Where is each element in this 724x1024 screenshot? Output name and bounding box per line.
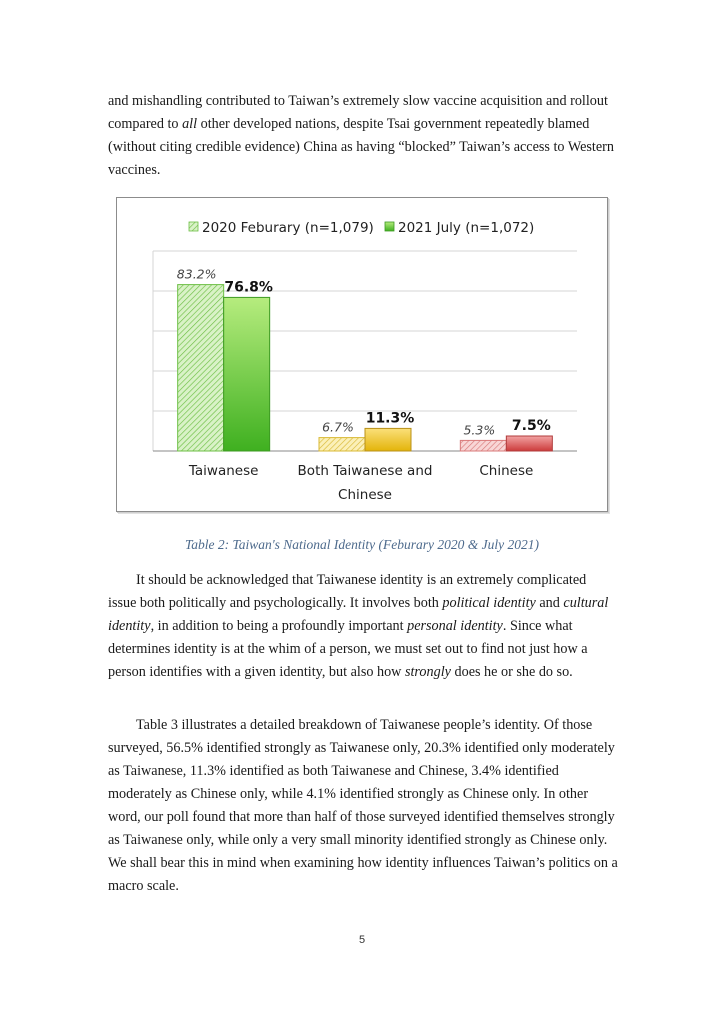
bar-2-1: [224, 297, 270, 451]
legend-swatch-2: [385, 222, 394, 231]
category-label-2: Chinese: [338, 487, 392, 503]
bar-1-3: [460, 440, 506, 451]
text-run: It should be acknowledged that Taiwanese identity is an extremely complicated issue both politically and psychologically. It involves both: [108, 572, 587, 611]
text-run: and mishandling contributed to Taiwan’s extremely slow vaccine acquisition and rollout compared to: [108, 93, 608, 132]
category-label-3: Chinese: [479, 463, 534, 479]
data-label-2-2: 11.3%: [365, 410, 415, 427]
body-paragraph-2: [108, 569, 618, 684]
text-run: and: [535, 595, 564, 611]
emphasis-text: personal identity: [407, 618, 503, 634]
emphasis-text: political identity: [442, 595, 536, 611]
legend-swatch-1: [189, 222, 198, 231]
legend-label-1: 2020 Feburary (n=1,079): [202, 220, 374, 236]
category-label-2: Both Taiwanese and: [297, 463, 433, 479]
page-number: 5: [358, 934, 366, 946]
emphasis-text: cultural identity: [108, 595, 609, 634]
emphasis-text: all: [182, 116, 198, 132]
data-label-1-1: 83.2%: [176, 266, 217, 282]
text-run: other developed nations, despite Tsai government repeatedly blamed (without citing credible evidence) China as having “blocked” Taiwan’s access to Western vaccines.: [108, 116, 614, 178]
bar-2-2: [365, 428, 411, 451]
emphasis-text: strongly: [404, 664, 451, 680]
data-label-2-3: 7.5%: [511, 418, 551, 434]
text-run: does he or she do so.: [450, 664, 573, 680]
identity-bar-chart: [116, 197, 608, 512]
body-paragraph-1: [108, 90, 618, 182]
data-label-1-3: 5.3%: [463, 422, 496, 438]
bar-1-2: [319, 438, 365, 451]
data-label-1-2: 6.7%: [322, 419, 354, 435]
text-run: , in addition to being a profoundly important: [150, 618, 408, 634]
category-label-1: Taiwanese: [188, 463, 259, 479]
bar-1-1: [178, 285, 224, 451]
figure-caption: Table 2: Taiwan's National Identity (Feburary 2020 & July 2021): [185, 537, 539, 552]
text-run: . Since what determines identity is at the whim of a person, we must set out to find not just how a person identifies with a given identity, but also how: [108, 618, 588, 680]
chart-canvas: [117, 198, 607, 511]
legend-label-2: 2021 July (n=1,072): [398, 220, 535, 236]
body-paragraph-3: Table 3 illustrates a detailed breakdown of Taiwanese people’s identity. Of those surveyed, 56.5% identified strongly as Taiwanese only, 20.3% identified only moderately as Taiwanese, 11.3% identified as both Taiwanese and Chinese, 3.4% identified moderately as Chinese only, while 4.1% identified strongly as Chinese only. In other word, our poll found that more than half of those surveyed identified themselves strongly as Taiwanese only, while only a very small minority identified strongly as Chinese only. We shall bear this in mind when examining how identity influences Taiwan’s politics on a macro scale.: [108, 717, 618, 894]
bar-2-3: [506, 436, 552, 451]
data-label-2-1: 76.8%: [224, 279, 273, 296]
